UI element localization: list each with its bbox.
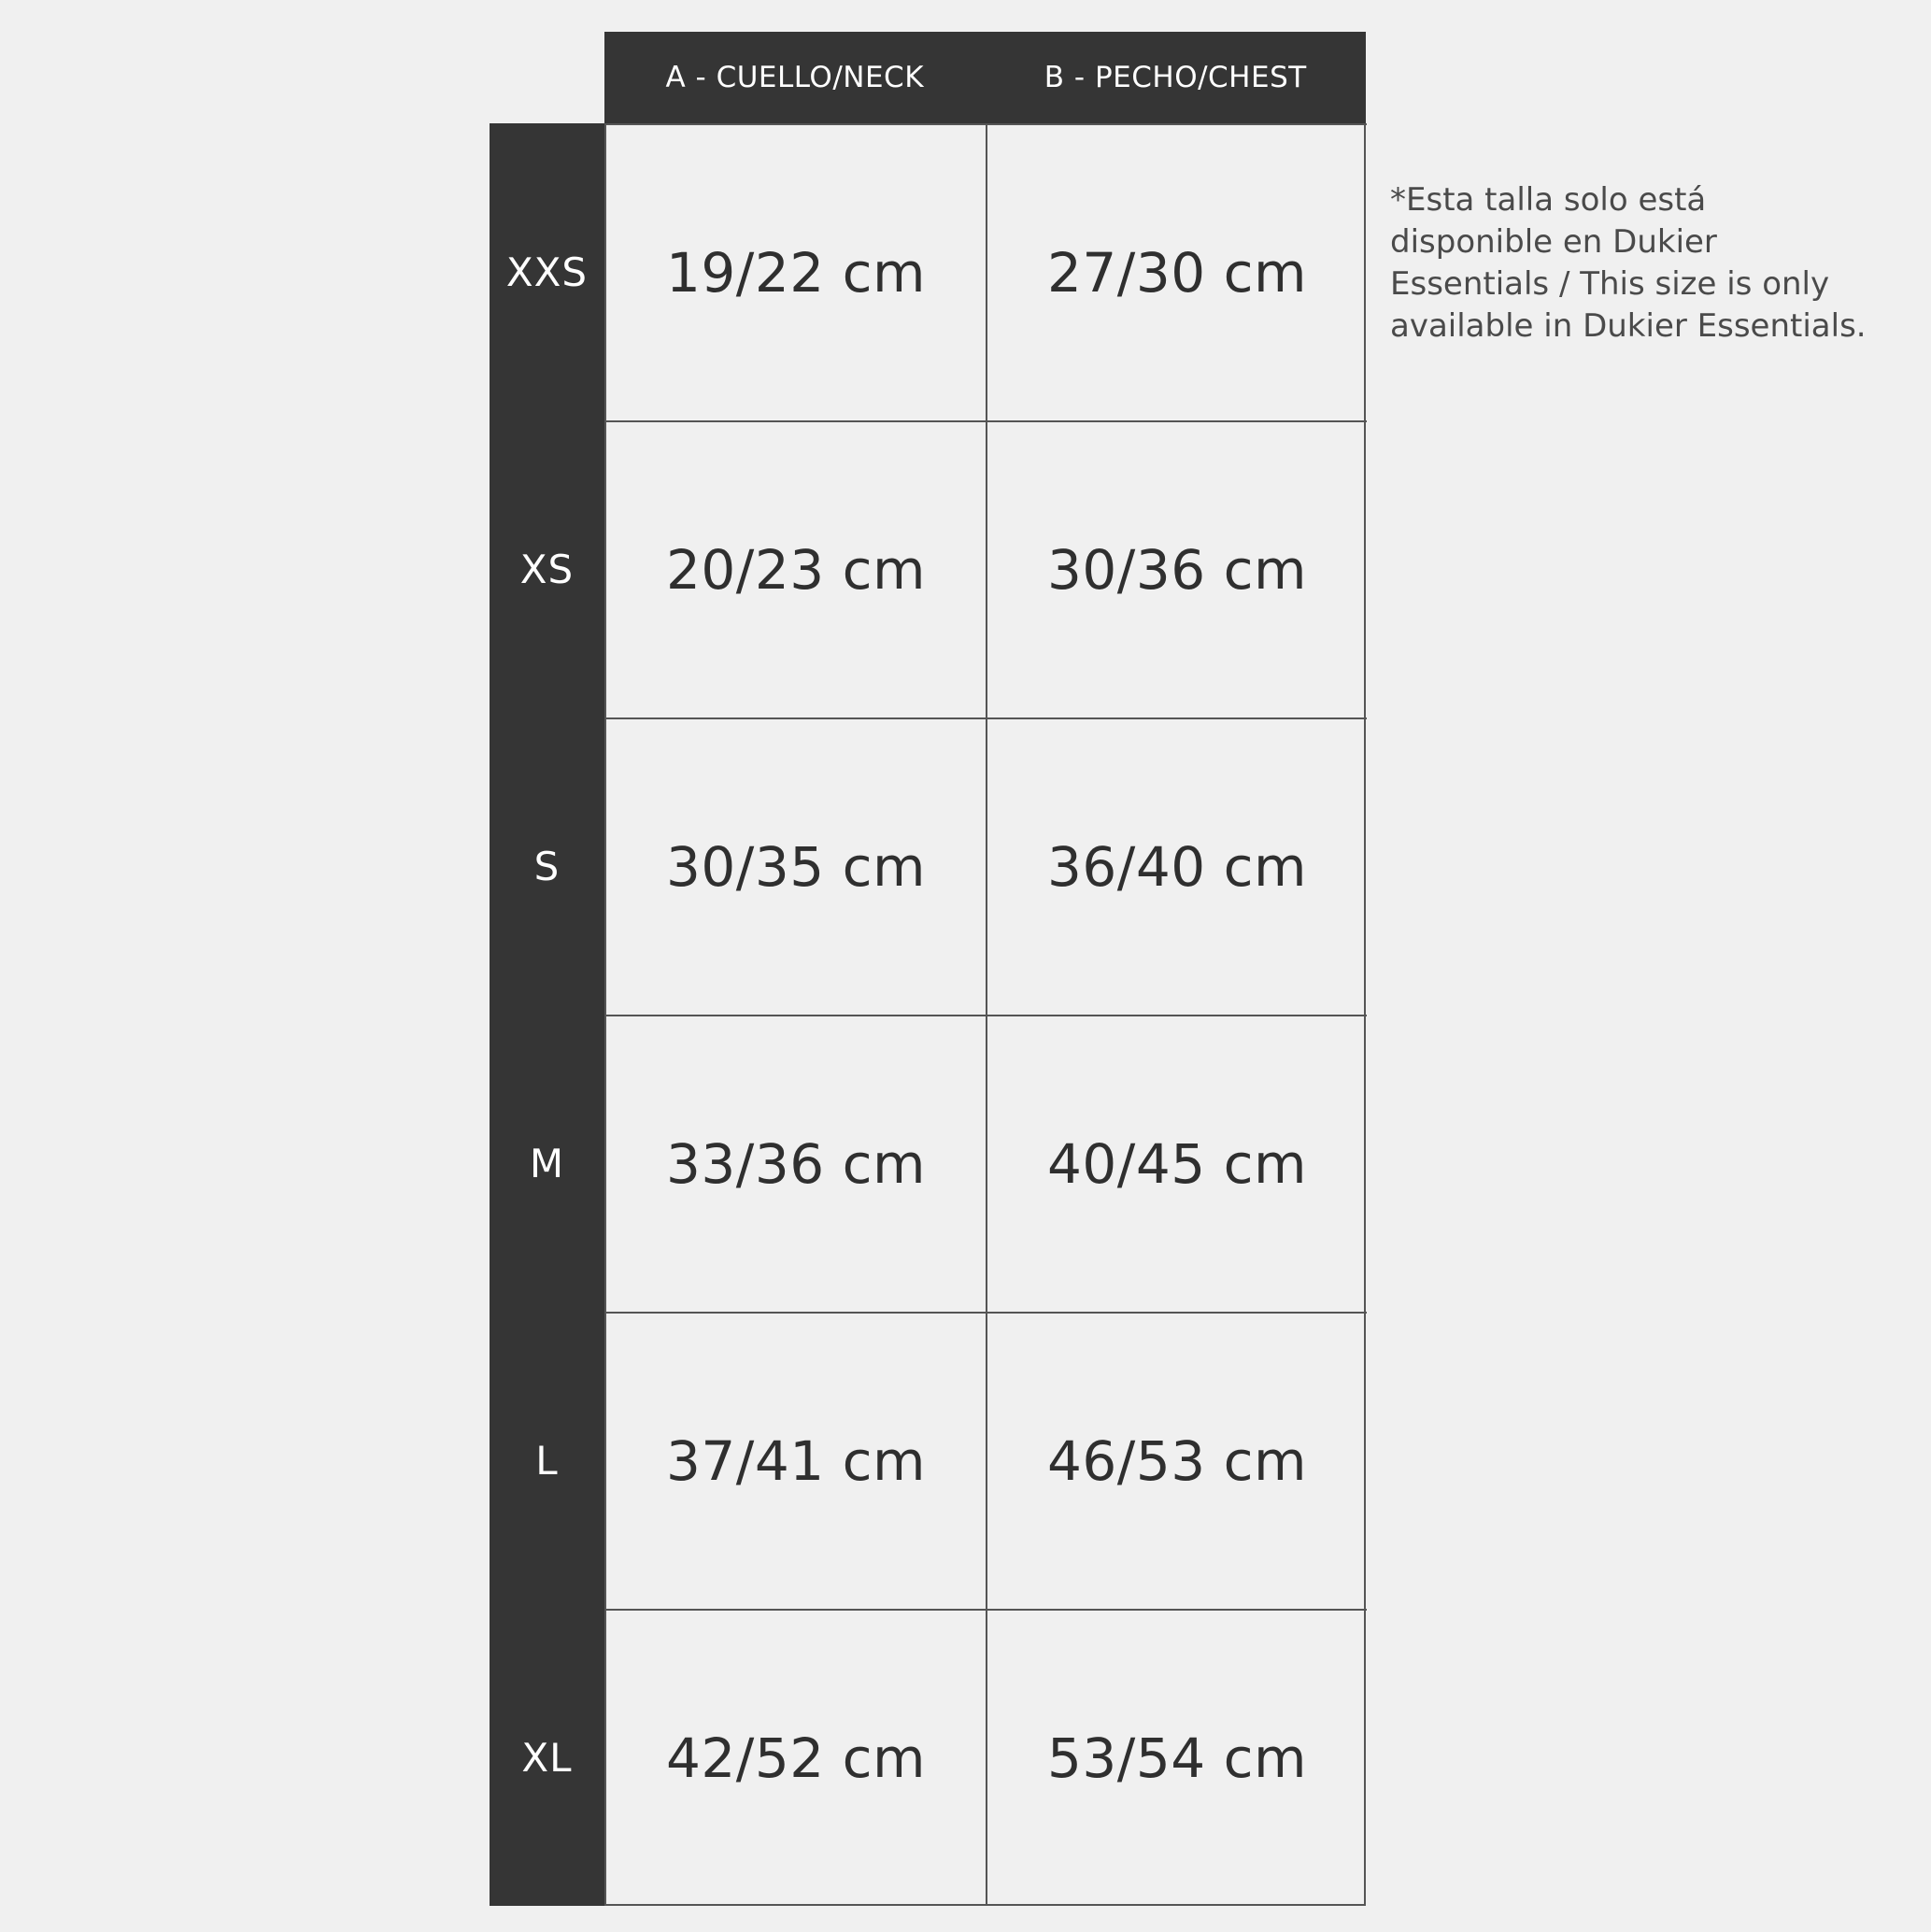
- cell-chest-s: 36/40 cm: [986, 717, 1367, 1015]
- cell-neck-m: 33/36 cm: [604, 1015, 986, 1312]
- cell-neck-xs: 20/23 cm: [604, 420, 986, 717]
- size-label-s: S: [533, 843, 561, 889]
- cell-neck-l: 37/41 cm: [604, 1312, 986, 1609]
- table-header: [604, 32, 1366, 123]
- size-table: [604, 123, 1366, 1906]
- size-label-l: L: [535, 1437, 559, 1484]
- cell-chest-xs: 30/36 cm: [986, 420, 1367, 717]
- size-label-xxs: XXS: [505, 249, 589, 295]
- cell-chest-xl: 53/54 cm: [986, 1609, 1367, 1906]
- size-column: [490, 123, 604, 1906]
- cell-neck-s: 30/35 cm: [604, 717, 986, 1015]
- cell-chest-xxs: 27/30 cm: [986, 123, 1367, 420]
- size-label-m: M: [529, 1140, 565, 1186]
- column-header-chest: B - PECHO/CHEST: [1044, 61, 1307, 94]
- cell-chest-l: 46/53 cm: [986, 1312, 1367, 1609]
- size-label-xs: XS: [519, 546, 575, 592]
- cell-neck-xl: 42/52 cm: [604, 1609, 986, 1906]
- cell-chest-m: 40/45 cm: [986, 1015, 1367, 1312]
- column-header-neck: A - CUELLO/NECK: [665, 61, 925, 94]
- size-label-xl: XL: [521, 1734, 573, 1781]
- cell-neck-xxs: 19/22 cm: [604, 123, 986, 420]
- availability-note: *Esta talla solo está disponible en Dukier Essentials / This size is only available in Dukier Essentials.: [1390, 181, 1867, 345]
